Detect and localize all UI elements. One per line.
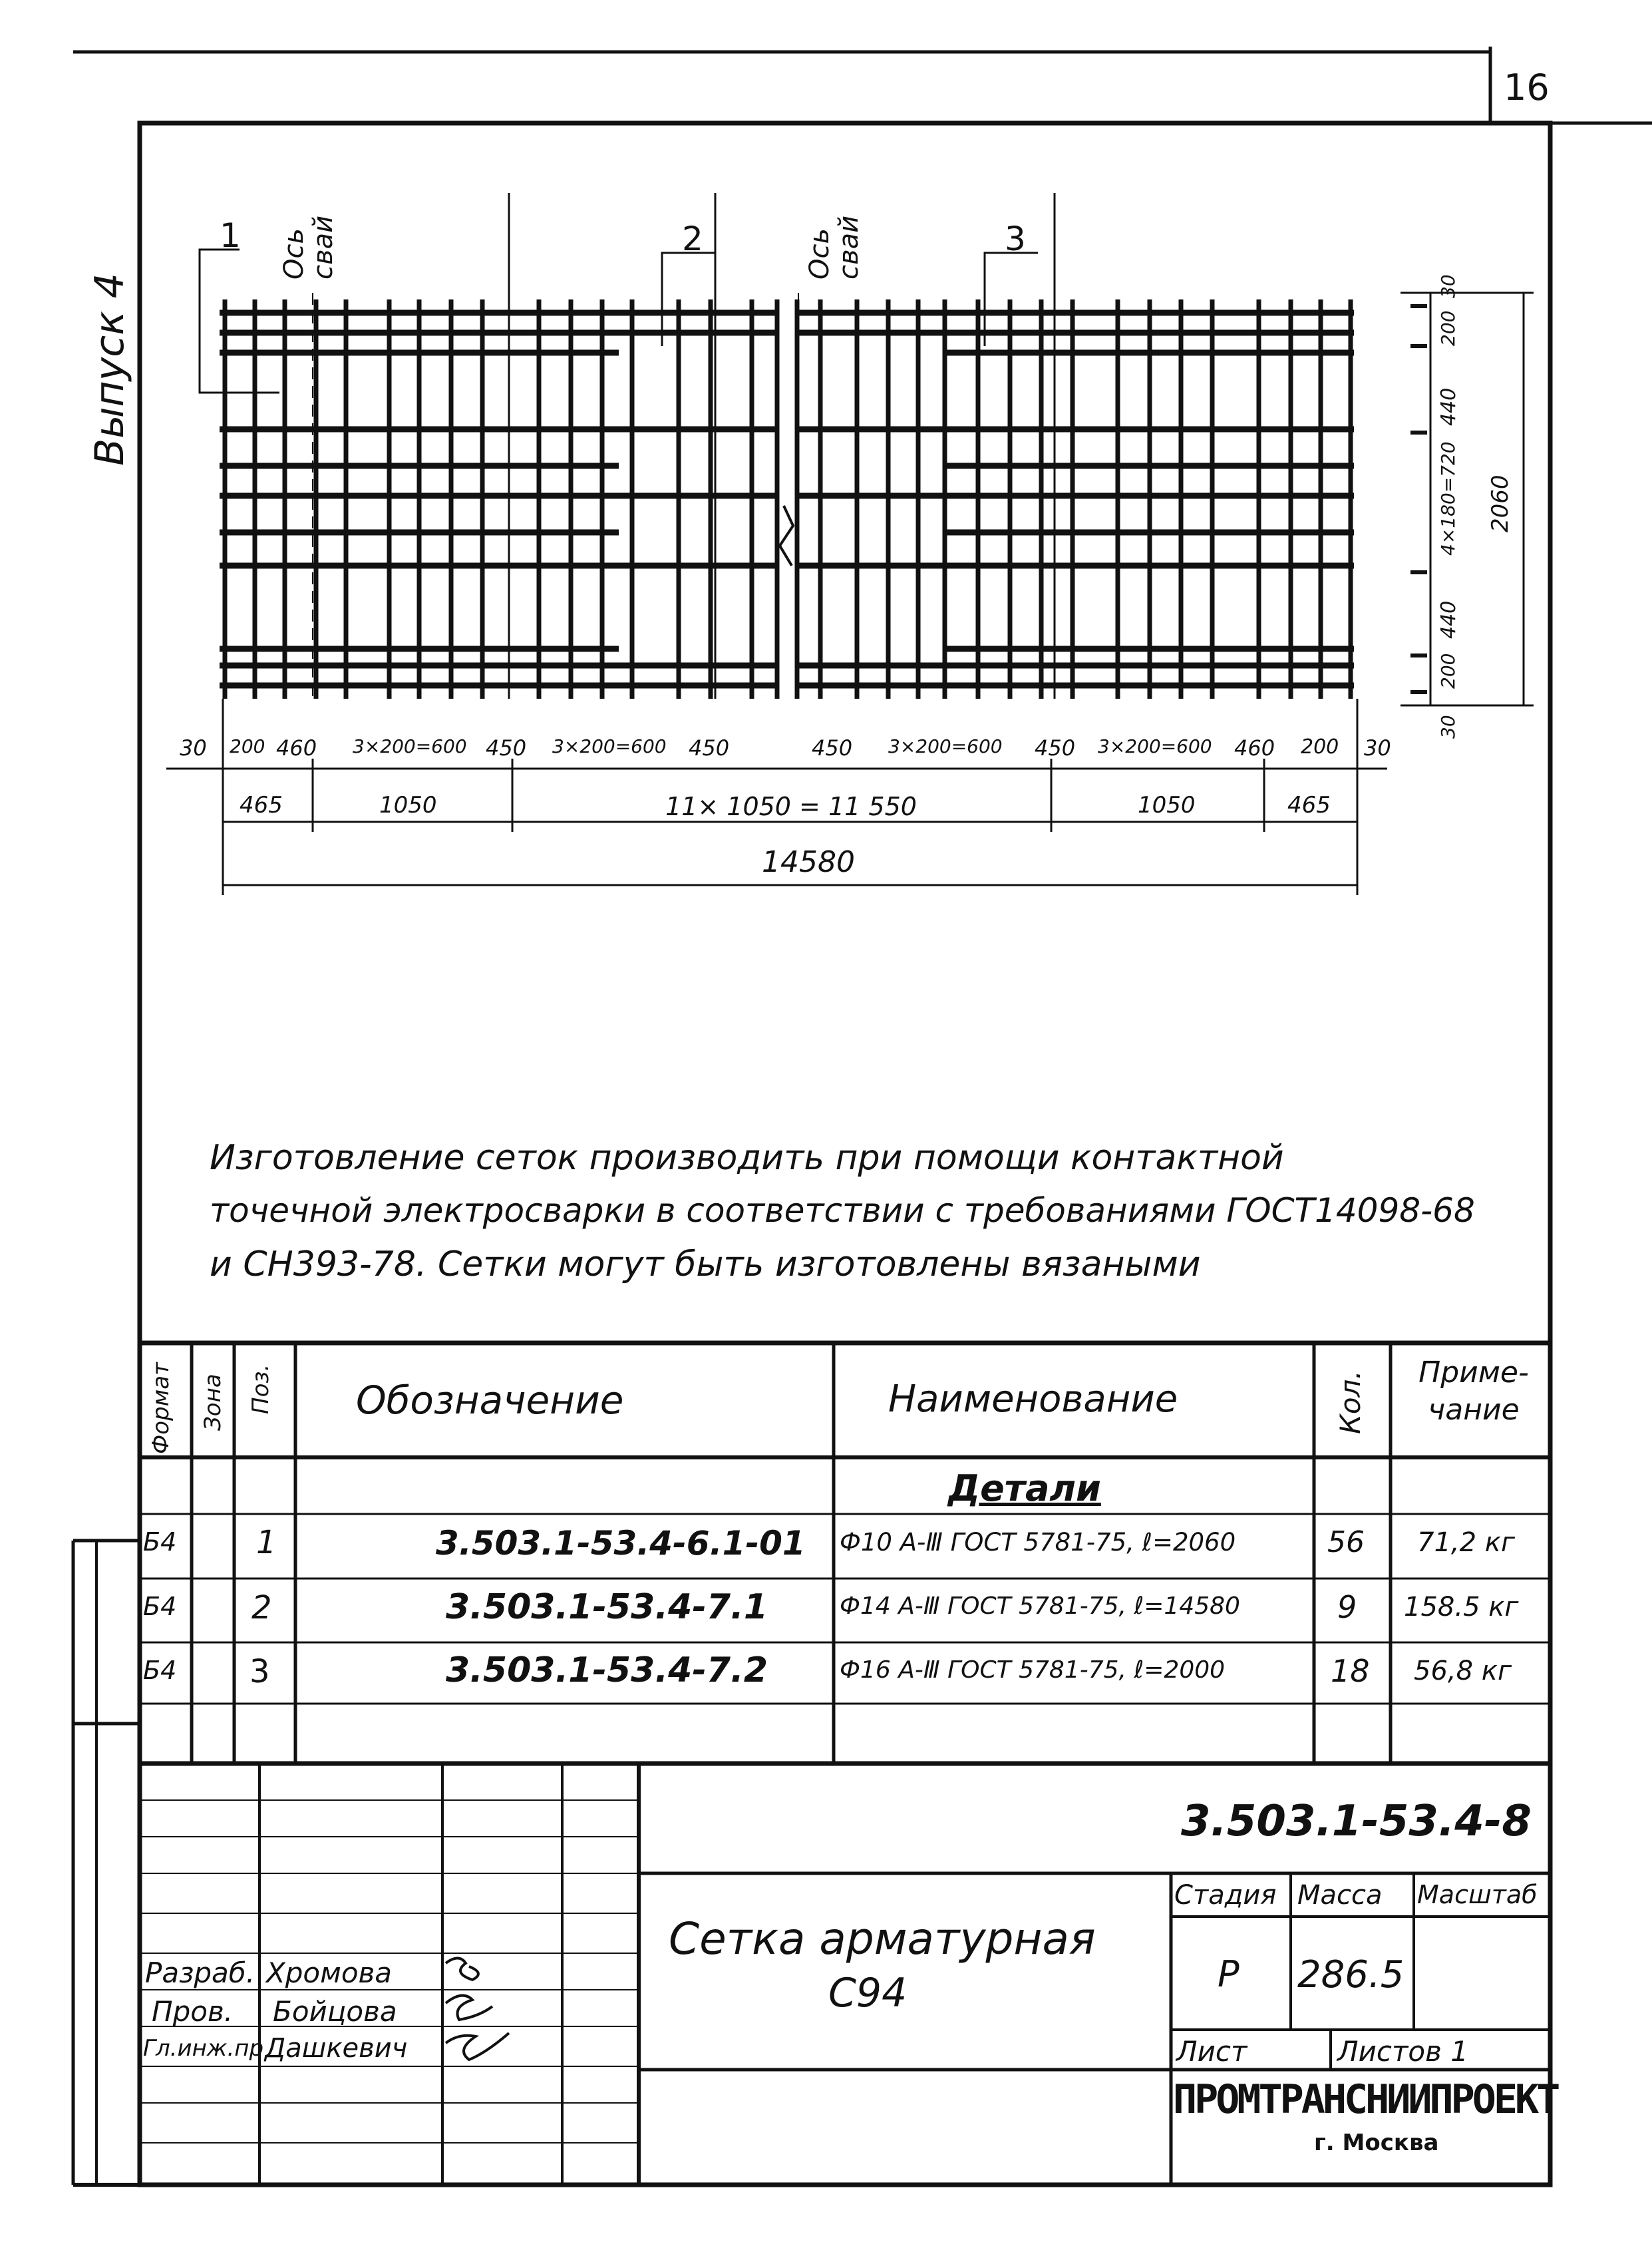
title-line-1: Сетка арматурная <box>669 1913 1096 1964</box>
header-pos: Поз. <box>248 1364 274 1414</box>
row-2-qty: 9 <box>1337 1589 1357 1625</box>
header-qty: Кол. <box>1334 1370 1367 1434</box>
row-3-designation: 3.503.1-53.4-7.2 <box>446 1650 768 1690</box>
dim-row1-3: 3×200=600 <box>353 735 467 757</box>
header-name: Наименование <box>888 1378 1178 1421</box>
header-note: Приме- чание <box>1418 1356 1529 1427</box>
person-name-3: Дашкевич <box>265 2033 408 2064</box>
mass-value: 286.5 <box>1297 1953 1404 1996</box>
rdim-3: 4×180=720 <box>1437 441 1459 556</box>
row-1-designation: 3.503.1-53.4-6.1-01 <box>436 1524 806 1563</box>
rdim-1: 200 <box>1437 310 1459 346</box>
dim-row1-12: 200 <box>1301 735 1339 759</box>
callout-3: 3 <box>1005 220 1026 258</box>
dim-row1-1: 200 <box>230 735 265 757</box>
doc-code: 3.503.1-53.4-8 <box>1181 1797 1532 1846</box>
sheet-number: 16 <box>1504 67 1550 108</box>
rdim-6: 30 <box>1437 715 1459 739</box>
note-line-2: точечной электросварки в соответствии с требованиями ГОСТ14098-68 <box>210 1191 1475 1230</box>
callout-2: 2 <box>682 220 703 258</box>
dim-row2-0: 465 <box>240 792 283 819</box>
row-2-format: Б4 <box>143 1592 177 1621</box>
total-width: 2060 <box>1487 474 1514 532</box>
dim-row1-8: 3×200=600 <box>888 735 1003 757</box>
header-zone: Зона <box>200 1374 226 1431</box>
dim-row1-6: 450 <box>689 735 730 761</box>
rdim-2: 440 <box>1437 387 1460 426</box>
row-1-pos: 1 <box>256 1524 277 1561</box>
row-2-note: 158.5 кг <box>1404 1592 1519 1622</box>
row-3-note: 56,8 кг <box>1414 1656 1512 1686</box>
dim-row2-1: 1050 <box>379 792 437 819</box>
title-line-2: С94 <box>828 1970 908 2016</box>
dim-row2-2: 11× 1050 = 11 550 <box>665 792 917 821</box>
axis-label-right: Ось свай <box>804 215 864 280</box>
header-designation: Обозначение <box>356 1378 624 1423</box>
dim-row1-13: 30 <box>1364 735 1391 761</box>
section-details: Детали <box>948 1467 1101 1509</box>
stage-label: Стадия <box>1174 1880 1277 1911</box>
dim-row1-0: 30 <box>180 735 207 761</box>
dim-row2-3: 1050 <box>1138 792 1196 819</box>
dim-row1-2: 460 <box>276 735 317 761</box>
person-name-2: Бойцова <box>273 1995 397 2028</box>
scale-label: Масштаб <box>1417 1880 1538 1909</box>
dim-row1-10: 3×200=600 <box>1098 735 1212 757</box>
dim-row2-4: 465 <box>1287 792 1331 819</box>
note-line-3: и СН393-78. Сетки могут быть изготовлены вязаными <box>210 1244 1201 1284</box>
rdim-4: 440 <box>1437 600 1460 639</box>
row-2-name: Ф14 А-Ⅲ ГОСТ 5781-75, ℓ=14580 <box>840 1592 1240 1620</box>
callout-1: 1 <box>220 216 241 255</box>
row-3-pos: 3 <box>249 1653 270 1690</box>
row-2-designation: 3.503.1-53.4-7.1 <box>446 1587 768 1627</box>
mass-label: Масса <box>1297 1880 1383 1911</box>
row-3-qty: 18 <box>1331 1653 1370 1689</box>
total-length: 14580 <box>762 845 855 879</box>
person-role-1: Разраб. <box>145 1957 255 1989</box>
header-format: Формат <box>148 1362 174 1454</box>
rdim-5: 200 <box>1437 653 1459 689</box>
person-role-2: Пров. <box>152 1995 234 2028</box>
row-3-name: Ф16 А-Ⅲ ГОСТ 5781-75, ℓ=2000 <box>840 1656 1226 1684</box>
person-role-3: Гл.инж.пр <box>143 2035 264 2062</box>
dim-row1-4: 450 <box>486 735 527 761</box>
city: г. Москва <box>1314 2130 1439 2156</box>
row-1-note: 71,2 кг <box>1417 1527 1515 1558</box>
organization: ПРОМТРАНСНИИПРОЕКТ <box>1173 2076 1558 2123</box>
note-line-1: Изготовление сеток производить при помощи контактной <box>210 1138 1284 1178</box>
dim-row1-11: 460 <box>1234 735 1275 761</box>
stage-value: Р <box>1218 1953 1239 1995</box>
axis-label-left: Ось свай <box>279 215 339 280</box>
person-name-1: Хромова <box>266 1957 392 1989</box>
sheets-label: Листов 1 <box>1337 2035 1468 2068</box>
row-2-pos: 2 <box>251 1589 272 1626</box>
dim-row1-9: 450 <box>1035 735 1076 761</box>
rdim-0: 30 <box>1437 274 1459 298</box>
dim-row1-7: 450 <box>812 735 853 761</box>
sheet-label: Лист <box>1176 2035 1247 2068</box>
row-3-format: Б4 <box>143 1656 177 1685</box>
row-1-name: Ф10 А-Ⅲ ГОСТ 5781-75, ℓ=2060 <box>840 1528 1236 1557</box>
row-1-format: Б4 <box>143 1527 177 1557</box>
row-1-qty: 56 <box>1327 1525 1365 1559</box>
signatures <box>446 1959 509 2060</box>
dim-row1-5: 3×200=600 <box>552 735 667 757</box>
issue-label: Выпуск 4 <box>86 273 133 466</box>
